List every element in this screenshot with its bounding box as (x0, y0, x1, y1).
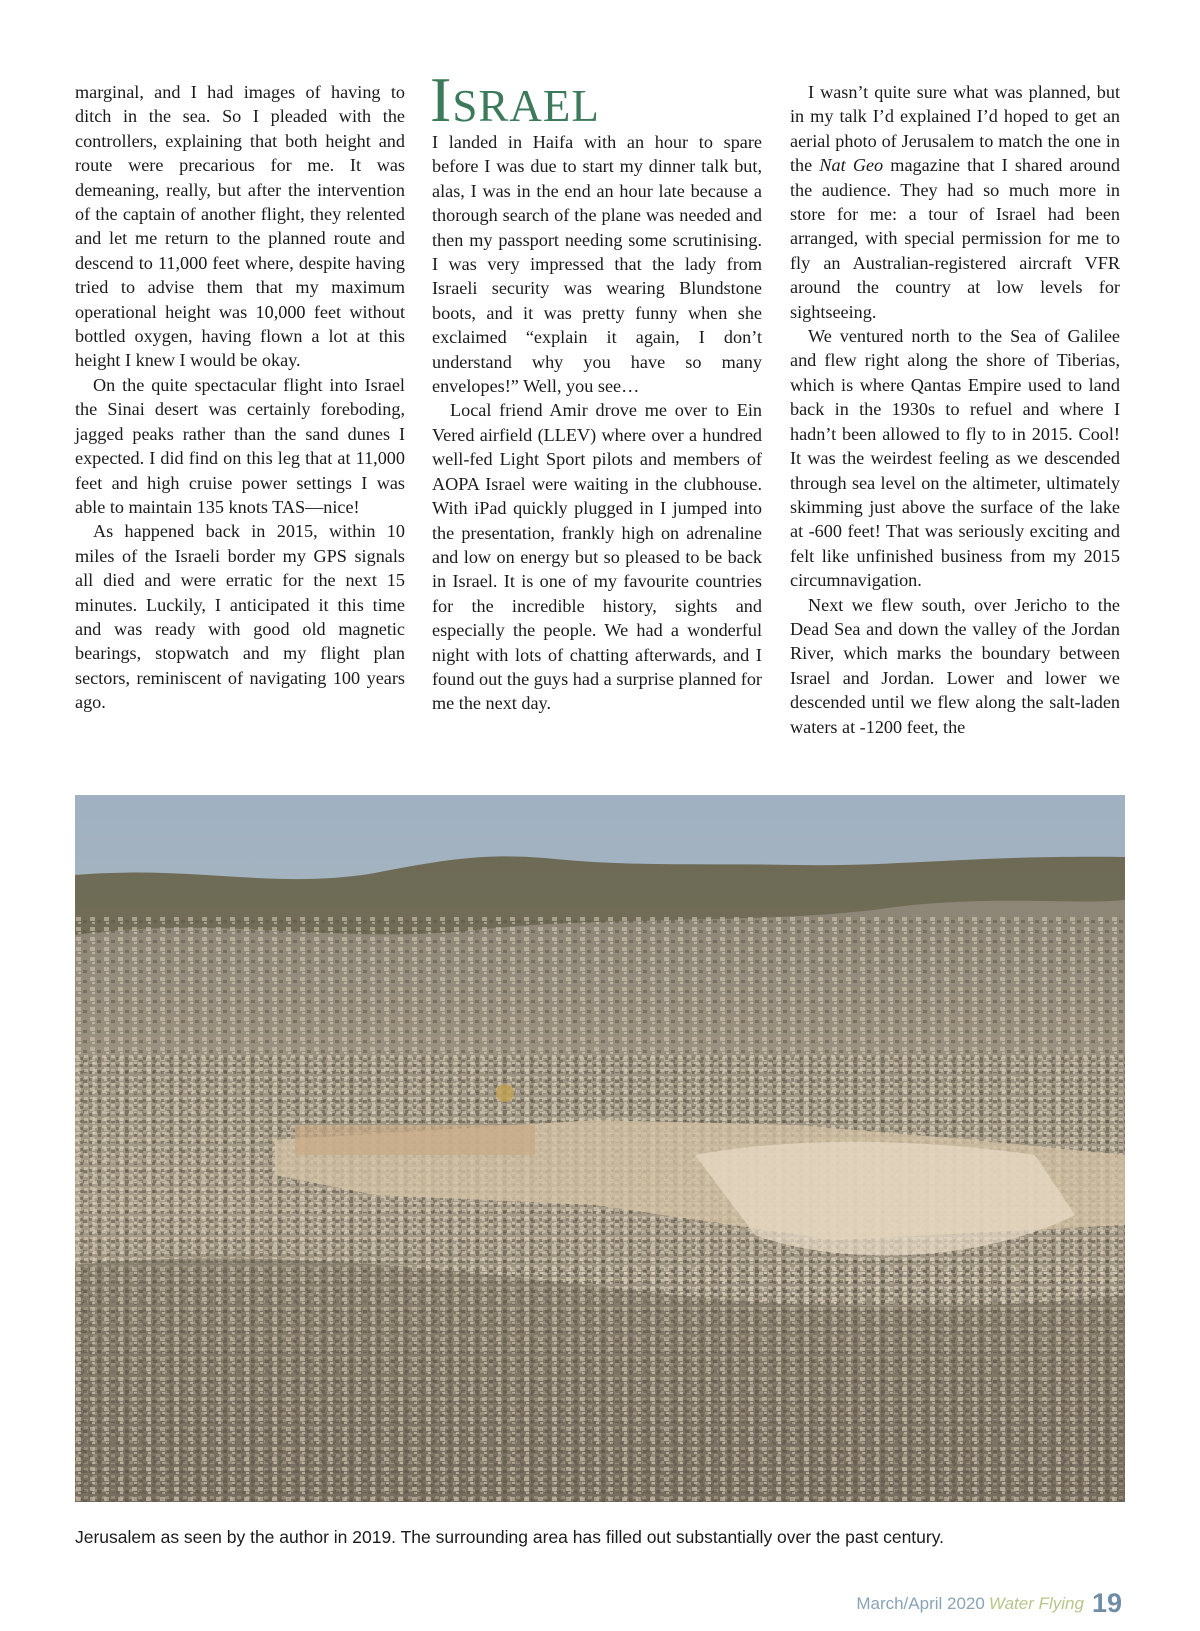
paragraph: Next we flew south, over Jericho to the Dead Sea and down the valley of the Jordan River, which marks the boundary between Israel and Jordan. Lower and lower we descended until we flew along the salt-laden waters at -1200 feet, the (790, 594, 1120, 737)
paragraph: Local friend Amir drove me over to Ein Vered airfield (LLEV) where over a hundred well-fed Light Sport pilots and members of AOPA Israel were waiting in the clubhouse. With iPad quickly plugged in I jumped into the presentation, frankly high on adrenaline and low on energy but so pleased to be back in Israel. It is one of my favourite countries for the incredible history, sights and especially the people. We had a wonderful night with lots of chatting afterwards, and I found out the guys had a surprise planned for me the next day. (432, 400, 762, 714)
photo-caption: Jerusalem as seen by the author in 2019. The surrounding area has filled out substantially over the past century. (75, 1527, 945, 1547)
magazine-title: Nat Geo (819, 155, 884, 176)
page-footer (856, 1588, 1122, 1619)
jerusalem-aerial-photo (75, 795, 1125, 1502)
section-heading: Israel (430, 64, 600, 135)
text-run: I wasn’t quite sure what was planned, but in my talk I’d explained I’d hoped to get an aerial photo of Jerusalem to match the one in the (790, 82, 1120, 176)
paragraph: As happened back in 2015, within 10 miles of the Israeli border my GPS signals all died and were erratic for the next 15 minutes. Luckily, I anticipated it this time and was ready with good old magnetic bearings, stopwatch and my flight plan sectors, reminiscent of navigating 100 years ago. (75, 521, 405, 713)
text-run: magazine that I shared around the audience. They had so much more in store for me: a tour of Israel had been arranged, with special permission for me to fly an Australian-registered aircraft VFR around the country at low levels for sightseeing. (790, 155, 1120, 322)
paragraph: We ventured north to the Sea of Galilee and flew right along the shore of Tiberias, which is where Qantas Empire used to land back in the 1930s to refuel and where I hadn’t been allowed to fly to in 2015. Cool! It was the weirdest feeling as we descended through sea level on the altimeter, ultimately skimming just above the surface of the lake at -600 feet! That was seriously exciting and felt like unfinished business from my 2015 circumnavigation. (790, 326, 1120, 591)
magazine-name: Water Flying (988, 1594, 1084, 1613)
paragraph: On the quite spectacular flight into Israel the Sinai desert was certainly foreboding, jagged peaks rather than the sand dunes I expected. I did find on this leg that at 11,000 feet and high cruise power settings I was able to maintain 135 knots TAS—nice! (75, 374, 405, 517)
paragraph (790, 80, 1120, 324)
page-number: 19 (1091, 1588, 1122, 1618)
article-column-2 (432, 64, 762, 716)
article-column-3 (790, 80, 1120, 739)
article-column-1 (75, 80, 405, 715)
issue-date: March/April 2020 (856, 1594, 985, 1613)
paragraph: I landed in Haifa with an hour to spare before I was due to start my dinner talk but, alas, I was in the end an hour late because a thorough search of the plane was needed and then my passport needing some scrutinising. I was very impressed that the lady from Israeli security was wearing Blundstone boots, and it was pretty funny when she exclaimed “explain it again, I don’t understand why you have so many envelopes!” Well, you see… (432, 132, 762, 397)
paragraph: marginal, and I had images of having to ditch in the sea. So I pleaded with the controllers, explaining that both height and route were precarious for me. It was demeaning, really, but after the intervention of the captain of another flight, they relented and let me return to the planned route and descend to 11,000 feet where, despite having tried to advise them that my maximum operational height was 10,000 feet without bottled oxygen, having flown a lot at this height I knew I would be okay. (75, 82, 405, 371)
